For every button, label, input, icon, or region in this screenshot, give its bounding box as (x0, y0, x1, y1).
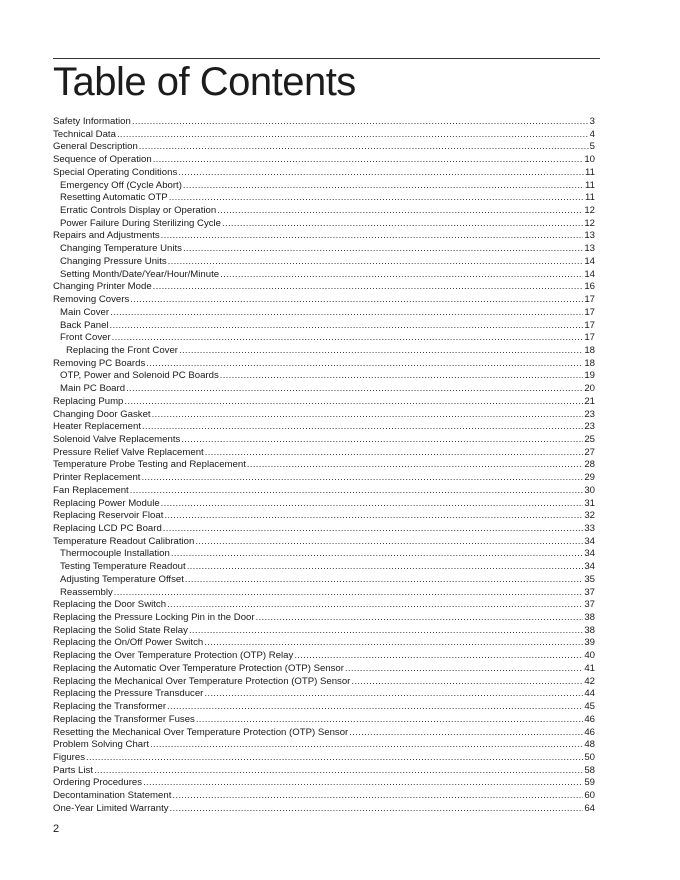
dot-leader (143, 777, 583, 790)
dot-leader (152, 409, 584, 422)
toc-entry-page: 23 (584, 421, 595, 433)
toc-entry-title: Power Failure During Sterilizing Cycle (60, 217, 222, 229)
toc-entry[interactable] (53, 701, 595, 714)
dot-leader (256, 612, 584, 625)
toc-entry-page: 59 (584, 777, 595, 789)
toc-entry-title: Repairs and Adjustments (53, 230, 160, 242)
dot-leader (172, 790, 583, 803)
dot-leader (142, 421, 583, 434)
toc-entry[interactable] (53, 294, 595, 307)
toc-entry-page: 11 (585, 166, 595, 178)
toc-entry[interactable] (53, 243, 595, 256)
toc-entry[interactable] (53, 523, 595, 536)
toc-entry-title: Removing PC Boards (53, 357, 146, 369)
dot-leader (167, 599, 583, 612)
toc-entry-title: Solenoid Valve Replacements (53, 433, 181, 445)
page-number: 2 (53, 823, 60, 835)
toc-entry-page: 38 (584, 612, 595, 624)
toc-entry[interactable] (53, 192, 595, 205)
toc-entry-title: Heater Replacement (53, 421, 141, 433)
toc-entry-title: OTP, Power and Solenoid PC Boards (60, 370, 219, 382)
toc-entry-title: Main PC Board (60, 383, 126, 395)
toc-entry-page: 17 (584, 332, 595, 344)
toc-entry[interactable] (53, 116, 595, 129)
toc-entry-title: Replacing Power Module (53, 497, 160, 509)
toc-entry[interactable] (53, 167, 595, 180)
toc-entry-title: Replacing the Solid State Relay (53, 624, 188, 636)
dot-leader (164, 510, 583, 523)
toc-entry[interactable] (53, 752, 595, 765)
dot-leader (349, 727, 583, 740)
toc-entry-page: 20 (584, 383, 595, 395)
toc-entry-page: 34 (584, 548, 595, 560)
toc-entry-title: Technical Data (53, 128, 116, 140)
toc-entry[interactable] (53, 370, 595, 383)
toc-entry-title: General Description (53, 141, 138, 153)
toc-entry-page: 41 (584, 662, 595, 674)
toc-entry-page: 27 (584, 446, 595, 458)
dot-leader (181, 434, 583, 447)
dot-leader (94, 765, 583, 778)
toc-entry-title: Back Panel (60, 319, 109, 331)
toc-entry-page: 23 (584, 408, 595, 420)
dot-leader (178, 167, 584, 180)
dot-leader (196, 714, 583, 727)
dot-leader (205, 447, 584, 460)
dot-leader (220, 269, 583, 282)
toc-entry[interactable] (53, 510, 595, 523)
toc-entry-page: 37 (584, 586, 595, 598)
dot-leader (187, 561, 584, 574)
dot-leader (150, 739, 583, 752)
toc-entry-title: Pressure Relief Valve Replacement (53, 446, 204, 458)
toc-entry-title: Replacing the Mechanical Over Temperature Protection (OTP) Sensor (53, 675, 351, 687)
toc-entry-page: 18 (584, 344, 595, 356)
dot-leader (169, 192, 584, 205)
toc-entry-page: 28 (584, 459, 595, 471)
toc-entry[interactable] (53, 383, 595, 396)
toc-entry-page: 44 (584, 688, 595, 700)
toc-entry-title: Removing Covers (53, 294, 130, 306)
toc-entry-title: Special Operating Conditions (53, 166, 178, 178)
toc-entry-page: 35 (584, 573, 595, 585)
toc-entry-title: Erratic Controls Display or Operation (60, 205, 217, 217)
toc-entry-page: 17 (584, 306, 595, 318)
toc-entry-title: Changing Pressure Units (60, 255, 167, 267)
toc-entry[interactable] (53, 421, 595, 434)
toc-entry[interactable] (53, 663, 595, 676)
dot-leader (163, 523, 584, 536)
toc-entry-title: Changing Printer Mode (53, 281, 152, 293)
dot-leader (247, 459, 583, 472)
toc-entry-page: 18 (584, 357, 595, 369)
toc-entry[interactable] (53, 205, 595, 218)
toc-entry-title: Replacing the Pressure Locking Pin in the Door (53, 612, 255, 624)
toc-entry-title: Main Cover (60, 306, 110, 318)
dot-leader (117, 129, 589, 142)
toc-entry[interactable] (53, 307, 595, 320)
toc-entry-title: Front Cover (60, 332, 111, 344)
dot-leader (110, 307, 583, 320)
toc-entry-page: 32 (584, 510, 595, 522)
dot-leader (167, 701, 583, 714)
toc-entry-page: 34 (584, 561, 595, 573)
toc-entry[interactable] (53, 599, 595, 612)
dot-leader (183, 180, 584, 193)
toc-entry[interactable] (53, 498, 595, 511)
toc-entry-title: Parts List (53, 764, 93, 776)
toc-entry-title: Changing Temperature Units (60, 243, 182, 255)
dot-leader (146, 358, 583, 371)
toc-entry[interactable] (53, 320, 595, 333)
toc-entry-page: 14 (584, 268, 595, 280)
toc-entry-page: 13 (584, 230, 595, 242)
dot-leader (139, 141, 589, 154)
toc-entry-title: One-Year Limited Warranty (53, 802, 169, 814)
dot-leader (130, 294, 583, 307)
toc-entry[interactable] (53, 650, 595, 663)
toc-entry[interactable] (53, 612, 595, 625)
toc-entry-title: Ordering Procedures (53, 777, 143, 789)
toc-entry-page: 31 (584, 497, 595, 509)
dot-leader (195, 536, 583, 549)
toc-entry[interactable] (53, 472, 595, 485)
toc-entry[interactable] (53, 269, 595, 282)
toc-entry[interactable] (53, 447, 595, 460)
toc-entry-title: Reassembly (60, 586, 113, 598)
dot-leader (126, 383, 583, 396)
toc-entry-page: 30 (584, 484, 595, 496)
dot-leader (110, 320, 584, 333)
dot-leader (294, 650, 583, 663)
toc-entry-page: 4 (589, 128, 595, 140)
dot-leader (153, 154, 584, 167)
toc-entry-page: 58 (584, 764, 595, 776)
toc-entry-page: 19 (584, 370, 595, 382)
toc-entry[interactable] (53, 345, 595, 358)
toc-entry-page: 11 (585, 179, 595, 191)
toc-entry-page: 60 (584, 790, 595, 802)
toc-entry-title: Resetting Automatic OTP (60, 192, 168, 204)
dot-leader (204, 688, 583, 701)
dot-leader (124, 396, 583, 409)
toc-entry-page: 33 (584, 523, 595, 534)
toc-entry[interactable] (53, 574, 595, 587)
dot-leader (112, 332, 584, 345)
toc-entry-page: 5 (589, 141, 595, 153)
toc-entry-title: Replacing Pump (53, 395, 124, 407)
toc-entry-page: 10 (584, 154, 595, 166)
toc-entry[interactable] (53, 218, 595, 231)
dot-leader (204, 637, 583, 650)
toc-entry-title: Replacing Reservoir Float (53, 510, 164, 522)
toc-entry-title: Replacing the Automatic Over Temperature Protection (OTP) Sensor (53, 662, 344, 674)
toc-entry[interactable] (53, 281, 595, 294)
toc-entry-page: 16 (584, 281, 595, 293)
dot-leader (161, 498, 584, 511)
toc-entry[interactable] (53, 777, 595, 790)
toc-entry[interactable] (53, 129, 595, 142)
toc-entry-page: 17 (584, 294, 595, 306)
toc-entry-title: Problem Solving Chart (53, 739, 149, 751)
toc-entry-page: 38 (584, 624, 595, 636)
toc-entry-title: Temperature Readout Calibration (53, 535, 195, 547)
toc-entry[interactable] (53, 625, 595, 638)
toc-entry-title: Printer Replacement (53, 472, 141, 484)
toc-entry[interactable] (53, 256, 595, 269)
toc-entry-page: 12 (584, 205, 595, 217)
toc-entry[interactable] (53, 727, 595, 740)
dot-leader (168, 256, 584, 269)
toc-list (53, 116, 595, 816)
toc-entry-title: Setting Month/Date/Year/Hour/Minute (60, 268, 220, 280)
dot-leader (222, 218, 583, 231)
dot-leader (217, 205, 583, 218)
toc-entry-title: Replacing the On/Off Power Switch (53, 637, 204, 649)
toc-entry[interactable] (53, 676, 595, 689)
toc-entry-page: 39 (584, 637, 595, 649)
toc-entry-title: Safety Information (53, 116, 131, 127)
toc-entry-title: Replacing the Door Switch (53, 599, 167, 611)
toc-entry-page: 37 (584, 599, 595, 611)
toc-entry-page: 40 (584, 650, 595, 662)
toc-entry-page: 50 (584, 751, 595, 763)
toc-entry[interactable] (53, 536, 595, 549)
dot-leader (86, 752, 583, 765)
toc-entry-page: 13 (584, 243, 595, 255)
toc-entry-page: 42 (584, 675, 595, 687)
toc-entry-title: Replacing the Over Temperature Protection (OTP) Relay (53, 650, 294, 662)
toc-entry[interactable] (53, 739, 595, 752)
toc-entry-title: Replacing LCD PC Board (53, 523, 162, 534)
toc-entry-page: 34 (584, 535, 595, 547)
toc-entry-title: Replacing the Pressure Transducer (53, 688, 204, 700)
toc-entry-page: 48 (584, 739, 595, 751)
toc-entry[interactable] (53, 485, 595, 498)
toc-entry-title: Adjusting Temperature Offset (60, 573, 184, 585)
toc-entry[interactable] (53, 154, 595, 167)
toc-entry-page: 46 (584, 726, 595, 738)
toc-entry-title: Testing Temperature Readout (60, 561, 186, 573)
page-title: Table of Contents (53, 60, 356, 104)
toc-entry-page: 45 (584, 701, 595, 713)
dot-leader (345, 663, 583, 676)
toc-entry-page: 25 (584, 433, 595, 445)
dot-leader (114, 587, 584, 600)
toc-entry[interactable] (53, 688, 595, 701)
dot-leader (185, 574, 583, 587)
toc-entry[interactable] (53, 561, 595, 574)
dot-leader (171, 548, 583, 561)
toc-entry-page: 64 (584, 802, 595, 814)
toc-entry-title: Emergency Off (Cycle Abort) (60, 179, 182, 191)
toc-entry[interactable] (53, 396, 595, 409)
toc-entry[interactable] (53, 637, 595, 650)
toc-entry-title: Fan Replacement (53, 484, 129, 496)
toc-entry[interactable] (53, 459, 595, 472)
toc-entry[interactable] (53, 332, 595, 345)
toc-entry[interactable] (53, 714, 595, 727)
toc-entry-title: Decontamination Statement (53, 790, 172, 802)
toc-entry[interactable] (53, 587, 595, 600)
toc-entry[interactable] (53, 434, 595, 447)
dot-leader (179, 345, 583, 358)
toc-entry[interactable] (53, 180, 595, 193)
toc-entry[interactable] (53, 230, 595, 243)
dot-leader (161, 230, 584, 243)
toc-entry[interactable] (53, 803, 595, 816)
toc-entry-page: 11 (585, 192, 595, 204)
toc-entry[interactable] (53, 358, 595, 371)
toc-entry[interactable] (53, 790, 595, 803)
toc-entry-title: Replacing the Transformer (53, 701, 167, 713)
toc-entry-page: 46 (584, 713, 595, 725)
toc-entry-title: Resetting the Mechanical Over Temperature Protection (OTP) Sensor (53, 726, 349, 738)
toc-entry-title: Figures (53, 751, 85, 763)
toc-entry-title: Replacing the Transformer Fuses (53, 713, 195, 725)
toc-entry[interactable] (53, 409, 595, 422)
dot-leader (141, 472, 583, 485)
toc-entry-title: Sequence of Operation (53, 154, 152, 166)
toc-entry-page: 14 (584, 255, 595, 267)
toc-entry[interactable] (53, 141, 595, 154)
dot-leader (170, 803, 584, 816)
dot-leader (132, 116, 589, 129)
toc-entry-page: 21 (584, 395, 595, 407)
toc-entry-title: Changing Door Gasket (53, 408, 151, 420)
toc-entry-page: 3 (589, 116, 595, 127)
toc-entry-title: Replacing the Front Cover (66, 344, 178, 356)
dot-leader (220, 370, 584, 383)
toc-entry-title: Thermocouple Installation (60, 548, 170, 560)
dot-leader (153, 281, 584, 294)
dot-leader (351, 676, 583, 689)
toc-entry[interactable] (53, 765, 595, 778)
dot-leader (189, 625, 583, 638)
toc-entry-page: 17 (584, 319, 595, 331)
toc-entry-title: Temperature Probe Testing and Replacement (53, 459, 246, 471)
toc-entry-page: 12 (584, 217, 595, 229)
dot-leader (183, 243, 583, 256)
toc-entry-page: 29 (584, 472, 595, 484)
toc-entry[interactable] (53, 548, 595, 561)
dot-leader (130, 485, 584, 498)
